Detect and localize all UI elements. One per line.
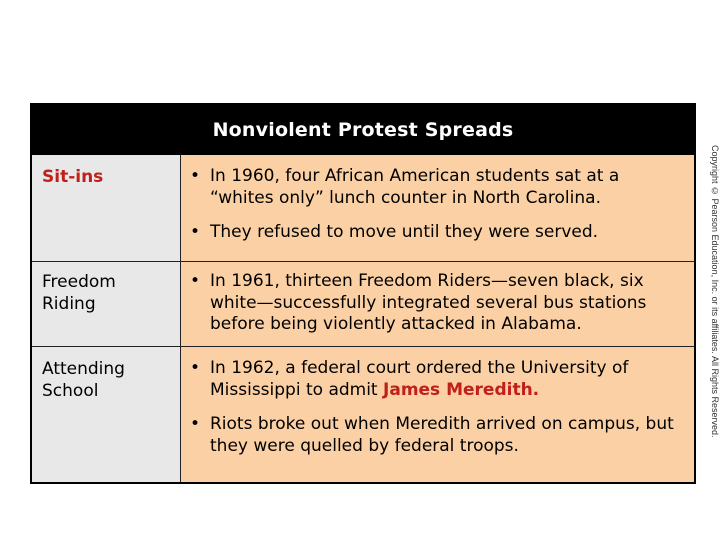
bullet-item [190, 414, 680, 457]
copyright-notice: Copyright © Pearson Education, Inc. or its affiliates. All Rights Reserved. [710, 145, 720, 438]
row-label-sit-ins: Sit-ins [42, 167, 104, 187]
bullet-icon: • [190, 414, 201, 434]
bullet-item [190, 358, 680, 401]
bullet-text: Riots broke out when Meredith arrived on campus, but they were quelled by federal troops. [210, 414, 674, 456]
highlight-name: James Meredith. [383, 379, 540, 400]
label-column [32, 155, 180, 482]
column-divider [180, 155, 181, 482]
bullet-text: In 1960, four African American students sat at a “whites only” lunch counter in North Carolina. [210, 166, 620, 208]
bullet-icon: • [190, 166, 201, 186]
bullet-text: They refused to move until they were served. [210, 222, 599, 242]
content-table [30, 103, 696, 484]
bullet-icon: • [190, 358, 201, 378]
table-title: Nonviolent Protest Spreads [32, 105, 694, 155]
row-label-attending-school: Attending School [42, 359, 125, 401]
row-label-freedom-riding: Freedom Riding [42, 272, 116, 314]
bullet-text: In 1961, thirteen Freedom Riders—seven black, six white—successfully integrated several bus stations before being violently attacked in Alabama. [210, 271, 647, 334]
row-divider [32, 261, 694, 262]
row-divider [32, 346, 694, 347]
bullet-item [190, 271, 680, 336]
bullet-item [190, 222, 680, 244]
bullet-text: In 1962, a federal court ordered the University of Mississippi to admit [210, 358, 629, 400]
bullet-icon: • [190, 222, 201, 242]
bullet-item [190, 166, 680, 209]
bullet-icon: • [190, 271, 201, 291]
